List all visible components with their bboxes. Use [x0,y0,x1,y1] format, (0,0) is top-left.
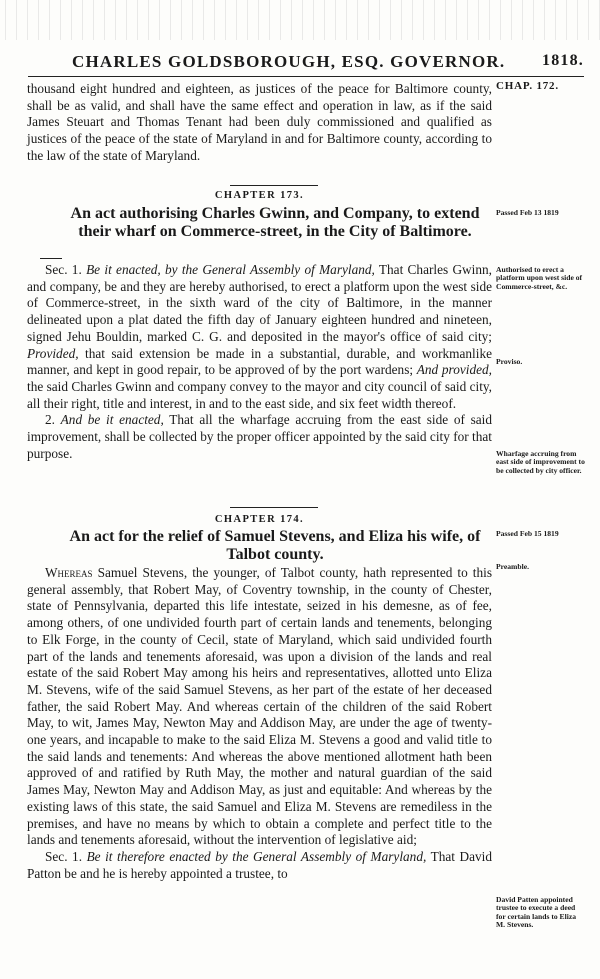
margin-authorised: Authorised to erect a platform upon west side of Commerce-street, &c. [496,265,583,291]
scan-noise-strip [0,0,600,40]
chapter-174-label: CHAPTER 174. [214,514,305,525]
text-run: the said Charles Gwinn and company convey to the mayor and city council of said city, all their right, title and interest, in and to the east side, and six feet width thereof. [27,378,492,411]
header-title: CHARLES GOLDSBOROUGH, ESQ. GOVERNOR. [72,52,506,71]
text-run: That David Patton be and he is hereby appointed a trustee, to [27,848,492,881]
section-number: 2. [45,412,61,428]
section-number: Sec. 1. [45,848,87,864]
margin-preamble: Preamble. [496,562,529,571]
text-run: that said extension be made in a substantial, durable, and workmanlike manner, and kept in good repair, to be approved of by the port wardens; [27,345,492,378]
preamble [27,565,492,849]
chapter-174-title: An act for the relief of Samuel Stevens, and Eliza his wife, of Talbot county. [69,528,481,563]
chapter-174-body [27,565,492,882]
section-1 [27,262,492,412]
running-header [28,52,584,76]
enacting-clause: And be it enacted, [60,412,164,428]
whereas-word: Whereas [45,565,93,580]
section-number: Sec. 1. [45,262,87,277]
text-run: That all the wharfage accruing from the east side of said improvement, shall be collected by the proper officer appointed by the said city for that purpose. [27,412,493,461]
margin-proviso: Proviso. [496,357,523,366]
text-block: thousand eight hundred and eighteen, as justices of the peace for Baltimore county, shall be as valid, and shall have the same effect and operation in law, as if the said James Steuart and Thomas Tenant had been duly commissioned and qualified as justices of the peace of the state of Maryland in and for Baltimore county, according to the law of the state of Maryland. [27,81,492,163]
margin-passed-174: Passed Feb 15 1819 [496,529,559,538]
margin-patton: David Patten appointed trustee to execute a deed for certain lands to Eliza M. Stevens. [496,895,577,930]
paragraph-chapter-172-end [27,81,492,165]
chapter-173-body [27,262,492,462]
chapter-173-title: An act authorising Charles Gwinn, and Company, to extend their wharf on Commerce-street, in the City of Baltimore. [70,205,480,240]
header-year: 1818. [542,52,584,69]
header-rule [28,76,584,77]
section-divider [230,507,318,508]
margin-wharfage: Wharfage accruing from east side of improvement to be collected by city officer. [496,449,585,475]
text-run: Samuel Stevens, the younger, of Talbot county, hath represented to this general assembly, that Robert May, of Coventry township, in the county of Chester, state of Pennsylvania, departed this life intestate, seized in his demesne, as of fee, among others, of one undivided fourth part of certain lands and tenements, belonging to Elk Forge, in the county of Cecil, state of Maryland, which said undivided fourth part of the lands and tenements aforesaid, was upon a division of the lands and real estate of the said Robert May among his heirs and representatives, allotted unto Eliza M. Stevens, wife of the said Samuel Stevens, as her part of the estate of her deceased father, the said Robert May. And whereas certain of the children of the said Robert May, to wit, James May, Newton May and Addison May, are under the age of twenty-one years, and incapable to make to the said Eliza M. Stevens a good and valid title to the said lands and tenements: And whereas the above mentioned allotment hath been approved of and ratified by Ruth May, the mother and natural guardian of the said James May, Newton May and Addison May, as just and equitable: And whereas by the existing laws of this state, the said Samuel and Eliza M. Stevens are remediless in the premises, and have no means by which to obtain a complete and perfect title to the lands and tenements aforesaid, without the intervention of legislative aid; [27,565,492,848]
enacting-clause: Be it enacted, by the General Assembly of Maryland, [86,262,375,277]
proviso-word: And provided, [416,362,492,378]
chapter-173-label: CHAPTER 173. [214,190,305,201]
margin-passed-173: Passed Feb 13 1819 [496,208,559,217]
margin-chapter-172: CHAP. 172. [496,80,559,92]
proviso-word: Provided, [27,345,79,361]
text-run: That Charles Gwinn, and company, be and they are hereby authorised, to erect a platform upon the west side of Commerce-street, in the sixth ward of the city of Baltimore, in the manner delineated upon a plat dated the fifth day of January eighteen hundred and nineteen, signed Jehu Bouldin, marked C. G. and deposited in the mayor's office of said city; [27,262,492,344]
small-divider [40,258,62,259]
section-2 [27,412,492,462]
enacting-clause: Be it therefore enacted by the General Assembly of Maryland, [86,848,427,864]
section-divider [230,185,318,186]
section-1 [27,849,492,882]
